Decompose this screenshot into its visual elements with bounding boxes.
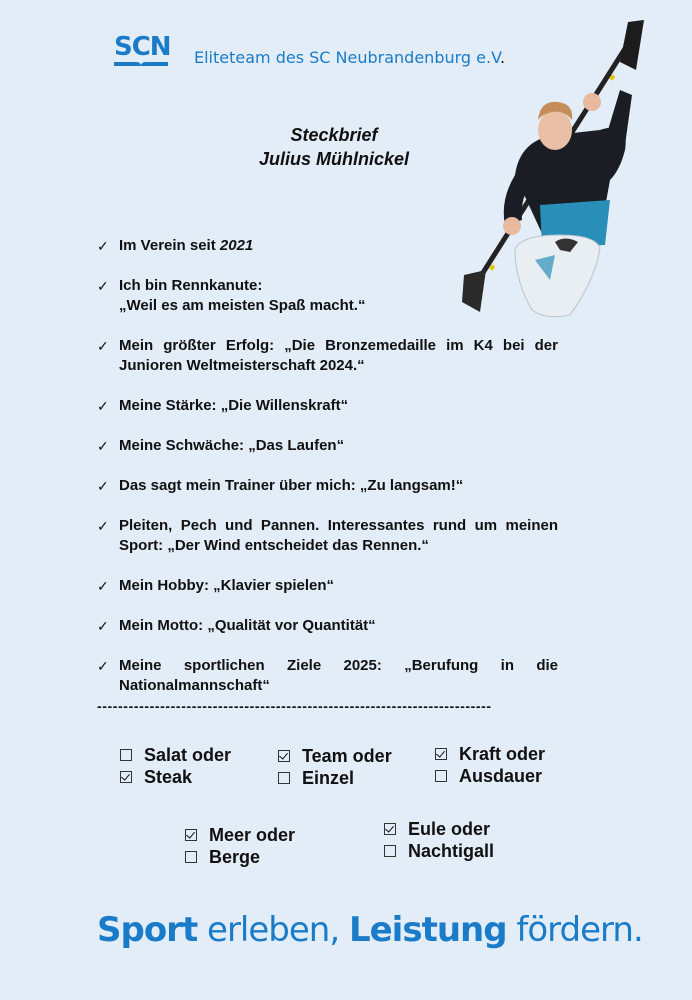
choice-meer-berge	[185, 824, 295, 868]
item-label: Das sagt mein Trainer über mich:	[119, 477, 360, 494]
checkmark-icon: ✓	[97, 398, 109, 414]
checkbox-unchecked-icon[interactable]	[435, 770, 447, 782]
item-label: Mein Motto:	[119, 617, 208, 634]
item-value: „Berufung in die Nationalmannschaft“	[119, 657, 558, 694]
profile-item-success	[97, 336, 558, 376]
checkmark-icon: ✓	[97, 578, 109, 594]
choice-option: Ausdauer	[459, 766, 543, 786]
checkmark-icon: ✓	[97, 478, 109, 494]
checkbox-unchecked-icon[interactable]	[185, 851, 197, 863]
checkmark-icon: ✓	[97, 658, 109, 674]
item-label: Pleiten, Pech und Pannen. Interessantes rund um meinen Sport:	[119, 517, 558, 554]
slogan-erleben: erleben,	[197, 910, 349, 950]
choice-option: Salat oder	[144, 745, 232, 765]
item-value: „Das Laufen“	[248, 437, 345, 454]
checkbox-checked-icon[interactable]	[384, 823, 396, 835]
title-athlete-name: Julius Mühlnickel	[258, 149, 410, 169]
item-value: „Der Wind entscheidet das Rennen.“	[167, 537, 429, 554]
club-subtitle-dot: .	[499, 48, 506, 67]
slogan-sport: Sport	[97, 910, 198, 950]
item-label: Meine sportlichen Ziele 2025:	[119, 657, 405, 674]
choice-option: Meer oder	[209, 825, 296, 845]
choice-salat-steak	[120, 744, 231, 788]
club-subtitle	[194, 48, 505, 67]
checkbox-unchecked-icon[interactable]	[120, 749, 132, 761]
item-label: Meine Stärke:	[119, 397, 221, 414]
slogan-leistung: Leistung	[348, 910, 507, 950]
choice-kraft-ausdauer	[435, 743, 545, 787]
checkmark-icon: ✓	[97, 438, 109, 454]
profile-item-motto	[97, 616, 558, 636]
profile-item-weakness	[97, 436, 558, 456]
choice-option: Nachtigall	[408, 841, 495, 861]
choice-option: Kraft oder	[459, 744, 546, 764]
choice-option: Steak	[144, 767, 193, 787]
checkbox-unchecked-icon[interactable]	[278, 772, 290, 784]
choice-option: Einzel	[302, 768, 355, 788]
item-value: „Weil es am meisten Spaß macht.“	[119, 297, 366, 314]
logo-text: SCN	[114, 32, 171, 62]
item-value: „Klavier spielen“	[213, 577, 335, 594]
profile-item-strength	[97, 396, 558, 416]
footer-slogan	[97, 910, 643, 950]
choice-eule-nachtigall	[384, 818, 494, 862]
divider: ---------------------------------------------------------------------------	[97, 698, 492, 714]
profile-item-discipline	[97, 276, 558, 316]
item-value: „Die Willenskraft“	[220, 397, 349, 414]
checkbox-checked-icon[interactable]	[185, 829, 197, 841]
item-value: „Zu langsam!“	[359, 477, 464, 494]
item-label: Meine Schwäche:	[119, 437, 249, 454]
checkmark-icon: ✓	[97, 238, 109, 254]
item-value: „Die Bronzemedaille im K4 bei der Junioren Weltmeisterschaft 2024.“	[119, 337, 558, 374]
item-label: Ich bin Rennkanute:	[119, 277, 263, 294]
choice-option: Eule oder	[408, 819, 491, 839]
item-label: Im Verein seit	[119, 237, 220, 254]
item-label: Mein Hobby:	[119, 577, 214, 594]
item-value: 2021	[219, 237, 254, 254]
choice-option: Team oder	[302, 746, 392, 766]
scn-logo	[114, 32, 171, 70]
profile-item-hobby	[97, 576, 558, 596]
checkbox-checked-icon[interactable]	[278, 750, 290, 762]
slogan-foerdern: fördern.	[506, 910, 643, 950]
title-line-1: Steckbrief	[290, 125, 378, 145]
checkmark-icon: ✓	[97, 338, 109, 354]
club-subtitle-text: Eliteteam des SC Neubrandenburg e.V	[194, 48, 500, 67]
checkbox-unchecked-icon[interactable]	[384, 845, 396, 857]
choice-team-einzel	[278, 745, 392, 789]
checkmark-icon: ✓	[97, 278, 109, 294]
checkmark-icon: ✓	[97, 618, 109, 634]
checkmark-icon: ✓	[97, 518, 109, 534]
item-label: Mein größter Erfolg:	[119, 337, 285, 354]
profile-item-fun-fact	[97, 516, 558, 556]
checkbox-checked-icon[interactable]	[120, 771, 132, 783]
item-value: „Qualität vor Quantität“	[207, 617, 376, 634]
checkbox-checked-icon[interactable]	[435, 748, 447, 760]
profile-list	[97, 236, 558, 716]
choice-option: Berge	[209, 847, 261, 867]
profile-item-goals	[97, 656, 558, 696]
profile-item-trainer-quote	[97, 476, 558, 496]
profile-item-member-since	[97, 236, 558, 256]
